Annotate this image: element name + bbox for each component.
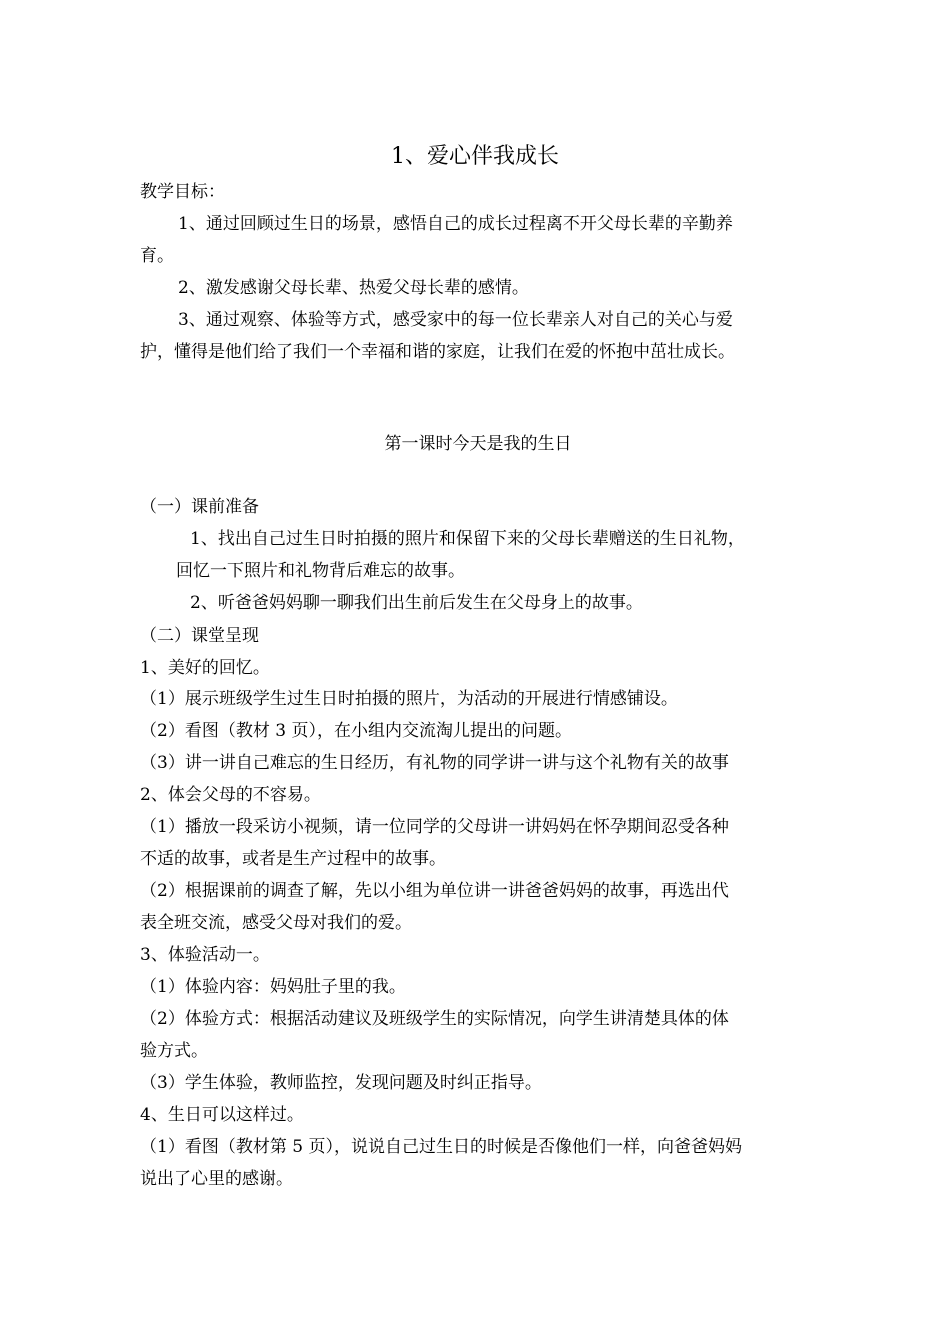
section-3-item-3: （3）学生体验，教师监控，发现问题及时纠正指导。	[140, 1073, 542, 1093]
section-3-item-2-line-2: 验方式。	[140, 1041, 208, 1061]
section-1-item-3: （3）讲一讲自己难忘的生日经历，有礼物的同学讲一讲与这个礼物有关的故事	[140, 753, 729, 773]
section-4-item-1-line-2: 说出了心里的感谢。	[140, 1169, 293, 1189]
objective-3-line-2: 护，懂得是他们给了我们一个幸福和谐的家庭，让我们在爱的怀抱中茁壮成长。	[140, 342, 735, 362]
prep-item-1-line-1: 1、找出自己过生日时拍摄的照片和保留下来的父母长辈赠送的生日礼物，	[190, 529, 745, 549]
section-2-item-2-line-1: （2）根据课前的调查了解，先以小组为单位讲一讲爸爸妈妈的故事，再选出代	[140, 881, 729, 901]
section-3-item-2-line-1: （2）体验方式：根据活动建议及班级学生的实际情况，向学生讲清楚具体的体	[140, 1009, 729, 1029]
section-1-item-2: （2）看图（教材 3 页），在小组内交流淘儿提出的问题。	[140, 721, 572, 741]
document-title: 1、爱心伴我成长	[391, 144, 559, 169]
section-2-item-1-line-1: （1）播放一段采访小视频，请一位同学的父母讲一讲妈妈在怀孕期间忍受各种	[140, 817, 729, 837]
lesson-title: 第一课时今天是我的生日	[384, 434, 572, 454]
prep-item-2: 2、听爸爸妈妈聊一聊我们出生前后发生在父母身上的故事。	[190, 593, 643, 613]
objective-3-line-1: 3、通过观察、体验等方式，感受家中的每一位长辈亲人对自己的关心与爱	[178, 310, 733, 330]
section-3-heading: 3、体验活动一。	[140, 945, 270, 965]
section-4-item-1-line-1: （1）看图（教材第 5 页），说说自己过生日的时候是否像他们一样，向爸爸妈妈	[140, 1137, 742, 1157]
objectives-heading: 教学目标：	[140, 182, 225, 202]
prep-heading: （一）课前准备	[140, 497, 259, 517]
class-heading: （二）课堂呈现	[140, 626, 259, 646]
section-2-item-1-line-2: 不适的故事，或者是生产过程中的故事。	[140, 849, 446, 869]
section-1-item-1: （1）展示班级学生过生日时拍摄的照片，为活动的开展进行情感铺设。	[140, 689, 678, 709]
objective-1-line-1: 1、通过回顾过生日的场景，感悟自己的成长过程离不开父母长辈的辛勤养	[178, 214, 733, 234]
prep-item-1-line-2: 回忆一下照片和礼物背后难忘的故事。	[176, 561, 465, 581]
section-1-heading: 1、美好的回忆。	[140, 658, 270, 678]
objective-1-line-2: 育。	[140, 246, 174, 266]
objective-2: 2、激发感谢父母长辈、热爱父母长辈的感情。	[178, 278, 529, 298]
section-3-item-1: （1）体验内容：妈妈肚子里的我。	[140, 977, 406, 997]
section-2-heading: 2、体会父母的不容易。	[140, 785, 321, 805]
section-4-heading: 4、生日可以这样过。	[140, 1105, 304, 1125]
section-2-item-2-line-2: 表全班交流，感受父母对我们的爱。	[140, 913, 412, 933]
